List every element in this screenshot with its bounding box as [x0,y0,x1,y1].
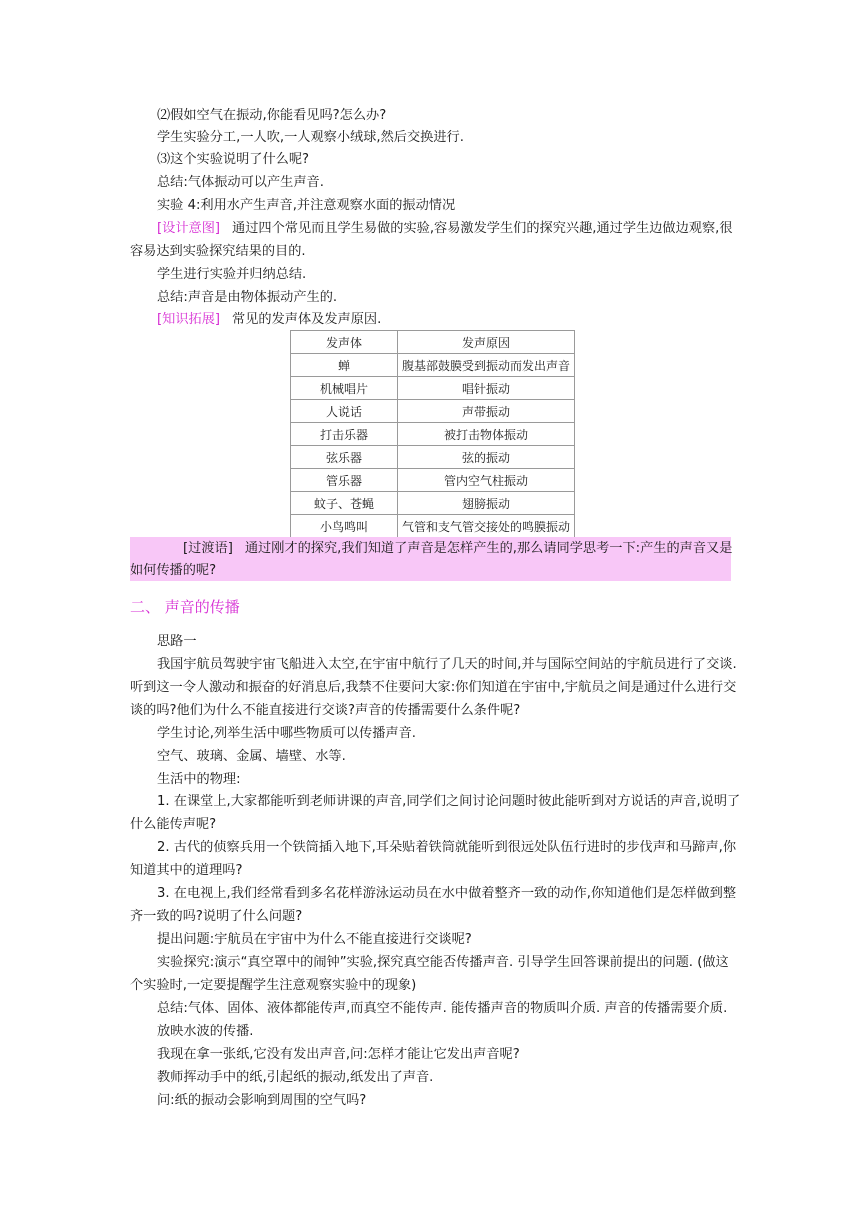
table-cell: 打击乐器 [291,423,398,446]
paragraph-line: 我国宇航员驾驶宇宙飞船进入太空,在宇宙中航行了几天的时间,并与国际空间站的宇航员进行了交谈. [157,657,737,672]
explore-line: 个实验时,一定要提醒学生注意观察实验中的现象) [130,978,417,993]
table-cell: 气管和支气管交接处的鸣膜振动 [398,515,575,538]
table-header: 发声体 [291,331,398,354]
table-row [291,515,575,538]
transition-tag: [过渡语] [183,541,233,556]
design-intent-text: 通过四个常见而且学生易做的实验,容易激发学生们的探究兴趣,通过学生边做边观察,很 [232,221,733,236]
table-cell: 弦的振动 [398,446,575,469]
transition-text: 通过刚才的探究,我们知道了声音是怎样产生的,那么请同学思考一下:产生的声音又是 [244,541,733,556]
table-row [291,492,575,515]
list-item: 3. 在电视上,我们经常看到多名花样游泳运动员在水中做着整齐一致的动作,你知道他们是怎样做到整 [157,886,737,901]
paper-question: 我现在拿一张纸,它没有发出声音,问:怎样才能让它发出声音呢? [157,1047,520,1062]
teacher-demo: 教师挥动手中的纸,引起纸的振动,纸发出了声音. [157,1070,434,1085]
list-item: 齐一致的吗?说明了什么问题? [130,909,303,924]
table-header: 发声原因 [398,331,575,354]
table-header-row [291,331,575,354]
table-cell: 腹基部鼓膜受到振动而发出声音 [398,354,575,377]
table-cell: 机械唱片 [291,377,398,400]
transition-band [130,537,731,581]
explore-line: 实验探究:演示“真空罩中的闹钟”实验,探究真空能否传播声音. 引导学生回答课前提出的问题. (做这 [157,955,729,970]
table-cell: 声带振动 [398,400,575,423]
table-row [291,400,575,423]
list-item: 2. 古代的侦察兵用一个铁筒插入地下,耳朵贴着铁筒就能听到很远处队伍行进时的步伐声和马蹄声,你 [157,840,737,855]
ask-air: 问:纸的振动会影响到周围的空气吗? [157,1093,367,1108]
knowledge-tag: [知识拓展] [157,312,221,327]
materials: 空气、玻璃、金属、墙壁、水等. [157,749,346,764]
knowledge-line [157,310,381,330]
discussion: 学生讨论,列举生活中哪些物质可以传播声音. [157,726,416,741]
design-intent-tag: [设计意图] [157,221,221,236]
table-cell: 蚊子、苍蝇 [291,492,398,515]
experiment-4: 实验 4:利用水产生声音,并注意观察水面的振动情况 [157,198,456,213]
table-row [291,377,575,400]
question-3: ⑶这个实验说明了什么呢? [157,152,310,167]
water-wave: 放映水波的传播. [157,1024,254,1039]
section-title: 二、 声音的传播 [130,598,240,616]
knowledge-text: 常见的发声体及发声原因. [232,312,382,327]
table-cell: 小鸟鸣叫 [291,515,398,538]
table-row [291,469,575,492]
physics-in-life: 生活中的物理: [157,772,241,787]
list-item: 什么能传声呢? [130,817,217,832]
experiment-division: 学生实验分工,一人吹,一人观察小绒球,然后交换进行. [157,130,464,145]
students-do: 学生进行实验并归纳总结. [157,267,307,282]
table-row [291,354,575,377]
table-cell: 蝉 [291,354,398,377]
paragraph-line: 谈的吗?他们为什么不能直接进行交谈?声音的传播需要什么条件呢? [130,703,521,718]
list-item: 1. 在课堂上,大家都能听到老师讲课的声音,同学们之间讨论问题时彼此能听到对方说话的声音,说明了 [157,794,741,809]
table-cell: 管乐器 [291,469,398,492]
table-row [291,446,575,469]
paragraph-line: 听到这一令人激动和振奋的好消息后,我禁不住要问大家:你们知道在宇宙中,宇航员之间是通过什么进行交 [130,680,737,695]
raise-question: 提出问题:宇航员在宇宙中为什么不能直接进行交谈呢? [157,932,472,947]
table-row [291,423,575,446]
design-intent-line-2: 容易达到实验探究结果的目的. [130,244,306,259]
table-cell: 管内空气柱振动 [398,469,575,492]
table-cell: 人说话 [291,400,398,423]
table-cell: 翅膀振动 [398,492,575,515]
transition-line-1 [183,539,732,559]
summary-air: 总结:气体振动可以产生声音. [157,175,324,190]
summary-medium: 总结:气体、固体、液体都能传声,而真空不能传声. 能传播声音的物质叫介质. 声音的传播需要介质. [157,1001,728,1016]
design-intent-line-1 [157,219,733,239]
transition-line-2: 如何传播的呢? [130,563,217,578]
question-2: ⑵假如空气在振动,你能看见吗?怎么办? [157,108,387,123]
list-item: 知道其中的道理吗? [130,863,243,878]
idea-label: 思路一 [157,634,197,649]
summary-sound: 总结:声音是由物体振动产生的. [157,290,338,305]
table-cell: 被打击物体振动 [398,423,575,446]
sound-source-table [290,330,575,538]
table-cell: 弦乐器 [291,446,398,469]
table-cell: 唱针振动 [398,377,575,400]
